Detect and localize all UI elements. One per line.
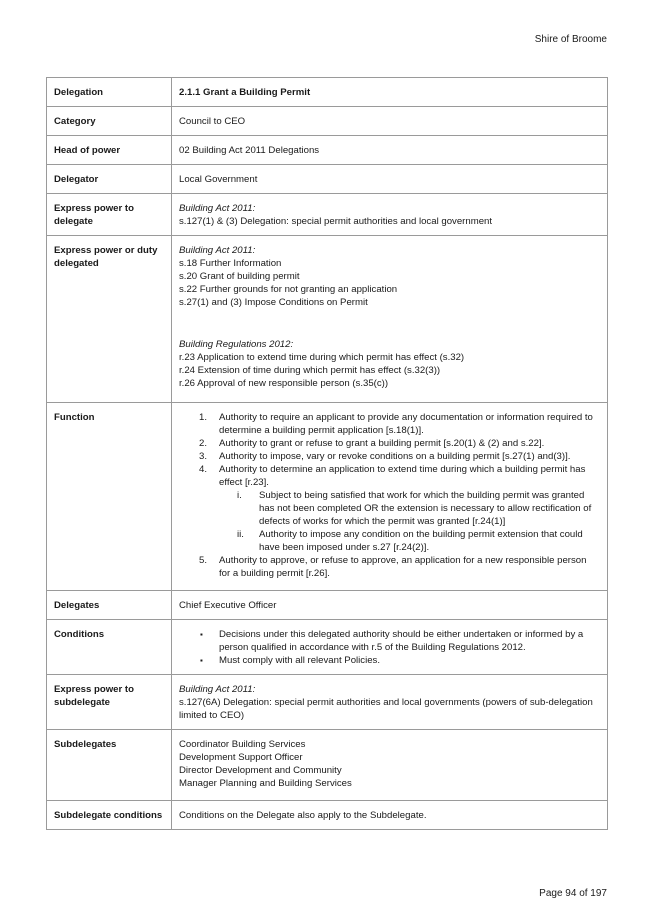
delegates-value: Chief Executive Officer (172, 591, 608, 620)
bullet-icon: ▪ (200, 656, 203, 665)
table-row (47, 236, 608, 403)
row-label: Subdelegates (47, 730, 172, 801)
category-value: Council to CEO (172, 107, 608, 136)
list-number: i. (237, 490, 242, 501)
list-item (179, 628, 600, 654)
page-header: Shire of Broome (534, 34, 607, 45)
table-row (47, 107, 608, 136)
act-name: Building Act 2011: (179, 684, 256, 695)
head-of-power-value: 02 Building Act 2011 Delegations (172, 136, 608, 165)
section-line: s.20 Grant of building permit (179, 271, 300, 282)
list-number: ii. (237, 529, 244, 540)
table-row (47, 136, 608, 165)
row-label: Head of power (47, 136, 172, 165)
list-item (179, 554, 600, 580)
list-text: Authority to impose any condition on the building permit extension that could have been imposed under s.27 [r.24(2)]. (259, 529, 583, 553)
section-text: s.127(6A) Delegation: special permit authorities and local governments (powers of sub-delegation limited to CEO) (179, 697, 593, 721)
table-row (47, 675, 608, 730)
table-row (47, 194, 608, 236)
row-label: Delegation (47, 78, 172, 107)
subdelegate-name: Coordinator Building Services (179, 739, 306, 750)
list-item (179, 437, 600, 450)
table-row (47, 165, 608, 194)
list-item (179, 654, 600, 667)
row-label: Delegator (47, 165, 172, 194)
list-text: Authority to determine an application to extend time during which a building permit has effect [r.23]. (219, 464, 586, 488)
spacer (179, 309, 600, 338)
list-number: 5. (199, 555, 208, 566)
row-label: Delegates (47, 591, 172, 620)
list-text: Authority to approve, or refuse to approve, an application for a new responsible person for a building permit [r.26]. (219, 555, 587, 579)
section-text: s.127(1) & (3) Delegation: special permit authorities and local government (179, 216, 493, 227)
section-line: s.18 Further Information (179, 258, 282, 269)
section-line: r.26 Approval of new responsible person (s.35(c)) (179, 378, 389, 389)
list-text: Authority to require an applicant to provide any documentation or information required to determine a building permit application [s.18(1)]. (219, 412, 593, 436)
function-value (172, 403, 608, 591)
conditions-value (172, 620, 608, 675)
delegation-table (46, 77, 608, 830)
express-power-to-delegate-value (172, 194, 608, 236)
list-number: 2. (199, 438, 208, 449)
list-number: 3. (199, 451, 208, 462)
table-row (47, 78, 608, 107)
table-row (47, 801, 608, 830)
subdelegate-name: Manager Planning and Building Services (179, 778, 352, 789)
list-text: Subject to being satisfied that work for which the building permit was granted has not been completed OR the extension is necessary to allow rectification of defects of works for which the permit was granted [r.24(1)] (259, 490, 592, 527)
sub-list-item (179, 489, 600, 528)
list-text: Must comply with all relevant Policies. (219, 655, 381, 666)
section-line: s.22 Further grounds for not granting an application (179, 284, 398, 295)
sub-list (219, 489, 600, 554)
conditions-list (179, 628, 600, 667)
subdelegate-name: Director Development and Community (179, 765, 342, 776)
delegation-title: 2.1.1 Grant a Building Permit (172, 78, 608, 107)
row-label: Category (47, 107, 172, 136)
list-item (179, 411, 600, 437)
express-power-or-duty-value (172, 236, 608, 403)
row-label: Express power to subdelegate (47, 675, 172, 730)
act-name: Building Act 2011: (179, 245, 256, 256)
sub-list-item (179, 528, 600, 554)
subdelegate-conditions-value: Conditions on the Delegate also apply to the Subdelegate. (172, 801, 608, 830)
act-name: Building Regulations 2012: (179, 339, 294, 350)
express-power-to-subdelegate-value (172, 675, 608, 730)
bullet-icon: ▪ (200, 630, 203, 639)
table-row (47, 620, 608, 675)
row-label: Express power or duty delegated (47, 236, 172, 403)
row-label: Conditions (47, 620, 172, 675)
delegator-value: Local Government (172, 165, 608, 194)
subdelegate-name: Development Support Officer (179, 752, 303, 763)
list-item (179, 463, 600, 554)
list-number: 1. (199, 412, 208, 423)
function-list (179, 411, 600, 580)
table-row (47, 403, 608, 591)
page-number: Page 94 of 197 (539, 888, 607, 899)
row-label: Function (47, 403, 172, 591)
row-label: Express power to delegate (47, 194, 172, 236)
list-text: Decisions under this delegated authority should be either undertaken or informed by a person qualified in accordance with r.5 of the Building Regulations 2012. (219, 629, 584, 653)
table-row (47, 730, 608, 801)
table-row (47, 591, 608, 620)
subdelegates-value (172, 730, 608, 801)
list-text: Authority to grant or refuse to grant a building permit [s.20(1) & (2) and s.22]. (219, 438, 545, 449)
list-item (179, 450, 600, 463)
list-text: Authority to impose, vary or revoke conditions on a building permit [s.27(1) and(3)]. (219, 451, 571, 462)
row-label: Subdelegate conditions (47, 801, 172, 830)
section-line: s.27(1) and (3) Impose Conditions on Permit (179, 297, 368, 308)
section-line: r.24 Extension of time during which permit has effect (s.32(3)) (179, 365, 441, 376)
act-name: Building Act 2011: (179, 203, 256, 214)
section-line: r.23 Application to extend time during which permit has effect (s.32) (179, 352, 465, 363)
list-number: 4. (199, 464, 208, 475)
